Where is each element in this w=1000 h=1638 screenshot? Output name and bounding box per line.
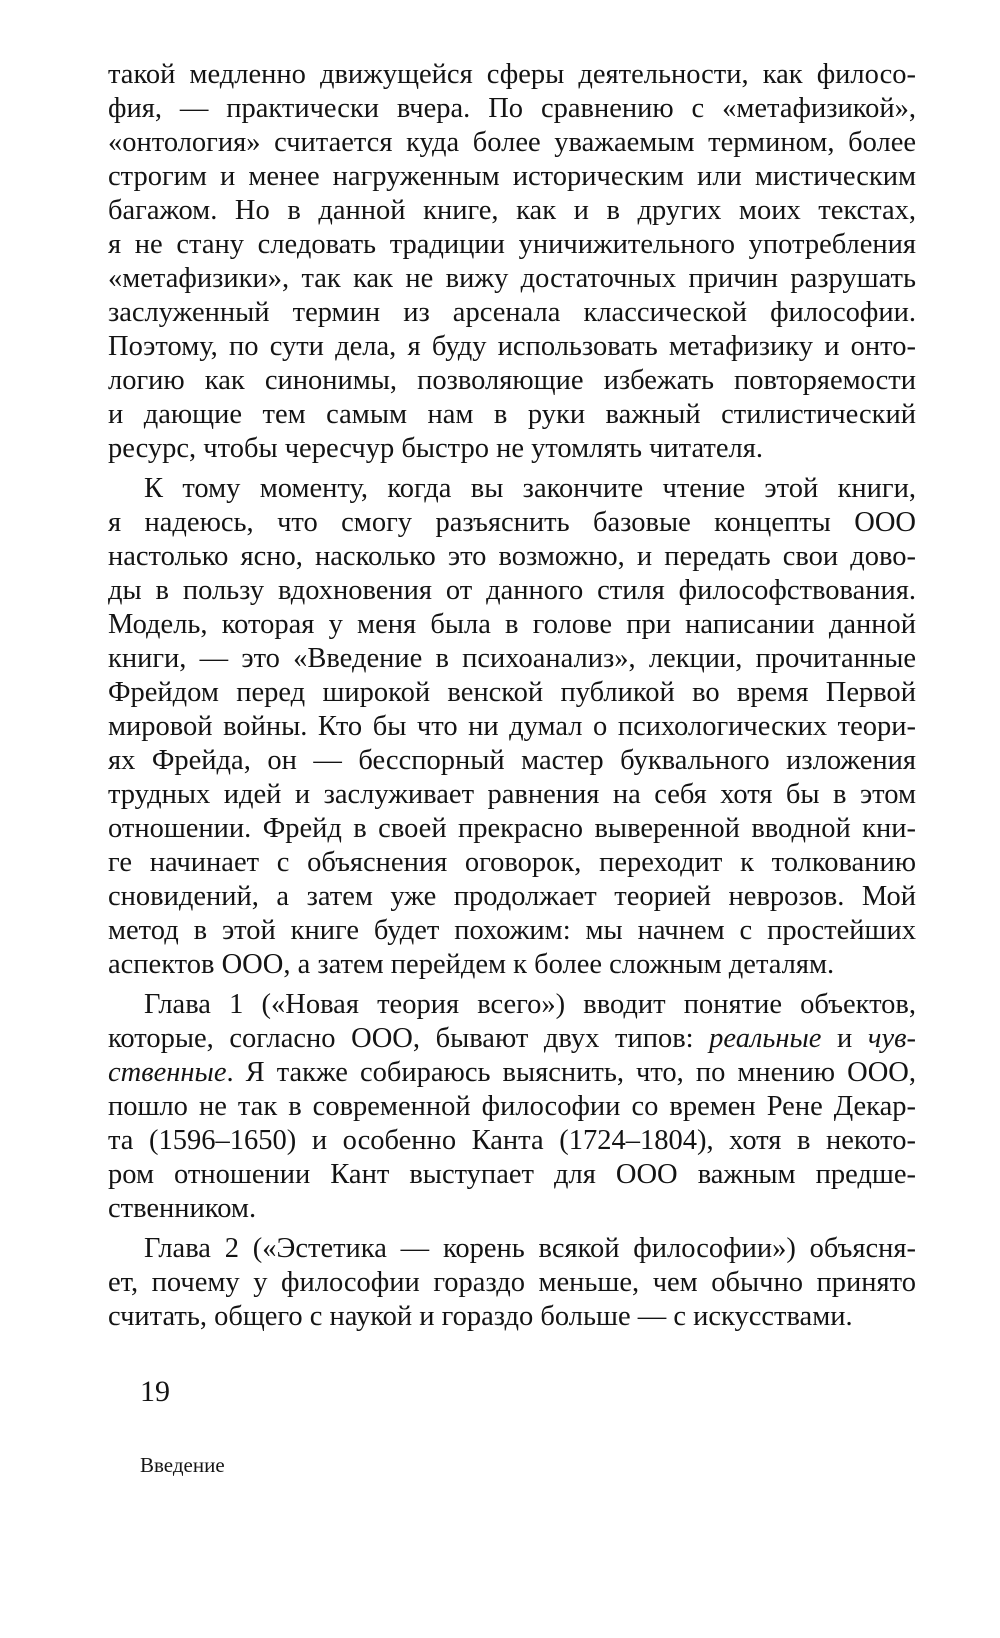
text-line: фия, — практически вчера. По сравнению с «метафизикой», (108, 93, 916, 124)
text-line: Глава 1 («Новая теория всего») вводит понятие объектов, (144, 989, 916, 1020)
text-line: строгим и менее нагруженным историческим или мистическим (108, 161, 916, 192)
text-line: та (1596–1650) и особенно Канта (1724–1804), хотя в некото- (108, 1125, 916, 1156)
text-line: ственником. (108, 1193, 257, 1224)
text-line (108, 1056, 916, 1090)
page-number: 19 (140, 1375, 170, 1408)
text-line: сновидений, а затем уже продолжает теорией неврозов. Мой (108, 881, 916, 912)
text-line: я не стану следовать традиции уничижительного употребления (108, 229, 916, 260)
text-line: отношении. Фрейд в своей прекрасно выверенной вводной кни- (108, 813, 916, 844)
text-line: ет, почему у философии гораздо меньше, чем обычно принято (108, 1267, 916, 1298)
paragraph-1 (108, 58, 916, 466)
italic-term-sensual-part2: ственные (108, 1057, 227, 1088)
text-line: Фрейдом перед широкой венской публикой во время Первой (108, 677, 916, 708)
text-run: которые, согласно ООО, бывают двух типов: (108, 1023, 710, 1054)
paragraph-2 (108, 472, 916, 982)
text-line: ды в пользу вдохновения от данного стиля философствования. (108, 575, 916, 606)
text-run: и (821, 1023, 868, 1054)
paragraph-4 (108, 1232, 916, 1334)
text-line: Глава 2 («Эстетика — корень всякой философии») объясня- (144, 1233, 916, 1264)
book-page-body (108, 58, 916, 1334)
text-line: заслуженный термин из арсенала классической философии. (108, 297, 916, 328)
text-line: трудных идей и заслуживает равнения на себя хотя бы в этом (108, 779, 916, 810)
running-footer: Введение (140, 1453, 225, 1477)
text-line: аспектов ООО, а затем перейдем к более сложным деталям. (108, 949, 835, 980)
italic-term-real: реальные (709, 1023, 822, 1054)
text-line: книги, — это «Введение в психоанализ», лекции, прочитанные (108, 643, 916, 674)
text-line: «метафизики», так как не вижу достаточных причин разрушать (108, 263, 916, 294)
text-line: считать, общего с наукой и гораздо больше — с искусствами. (108, 1301, 853, 1332)
paragraph-3 (108, 988, 916, 1226)
text-line: ром отношении Кант выступает для ООО важным предше- (108, 1159, 916, 1190)
text-line: логию как синонимы, позволяющие избежать повторяемости (108, 365, 916, 396)
text-line: ге начинает с объяснения оговорок, переходит к толкованию (108, 847, 916, 878)
text-line (108, 1022, 916, 1056)
text-line: К тому моменту, когда вы закончите чтение этой книги, (144, 473, 916, 504)
text-line: багажом. Но в данной книге, как и в других моих текстах, (108, 195, 916, 226)
text-run: . Я также собираюсь выяснить, что, по мнению ООО, (226, 1057, 916, 1088)
italic-term-sensual-part1: чув- (867, 1023, 916, 1054)
text-line: метод в этой книге будет похожим: мы начнем с простейших (108, 915, 916, 946)
text-line: настолько ясно, насколько это возможно, и передать свои дово- (108, 541, 916, 572)
text-line: мировой войны. Кто бы что ни думал о психологических теори- (108, 711, 916, 742)
text-line: и дающие тем самым нам в руки важный стилистический (108, 399, 916, 430)
text-line: пошло не так в современной философии со времен Рене Декар- (108, 1091, 916, 1122)
text-line: ях Фрейда, он — бесспорный мастер буквального изложения (108, 745, 916, 776)
text-line: такой медленно движущейся сферы деятельности, как филосо- (108, 59, 916, 90)
text-line: Поэтому, по сути дела, я буду использовать метафизику и онто- (108, 331, 916, 362)
text-line: Модель, которая у меня была в голове при написании данной (108, 609, 916, 640)
text-line: ресурс, чтобы чересчур быстро не утомлять читателя. (108, 433, 763, 464)
text-line: я надеюсь, что смогу разъяснить базовые концепты ООО (108, 507, 916, 538)
text-line: «онтология» считается куда более уважаемым термином, более (108, 127, 916, 158)
